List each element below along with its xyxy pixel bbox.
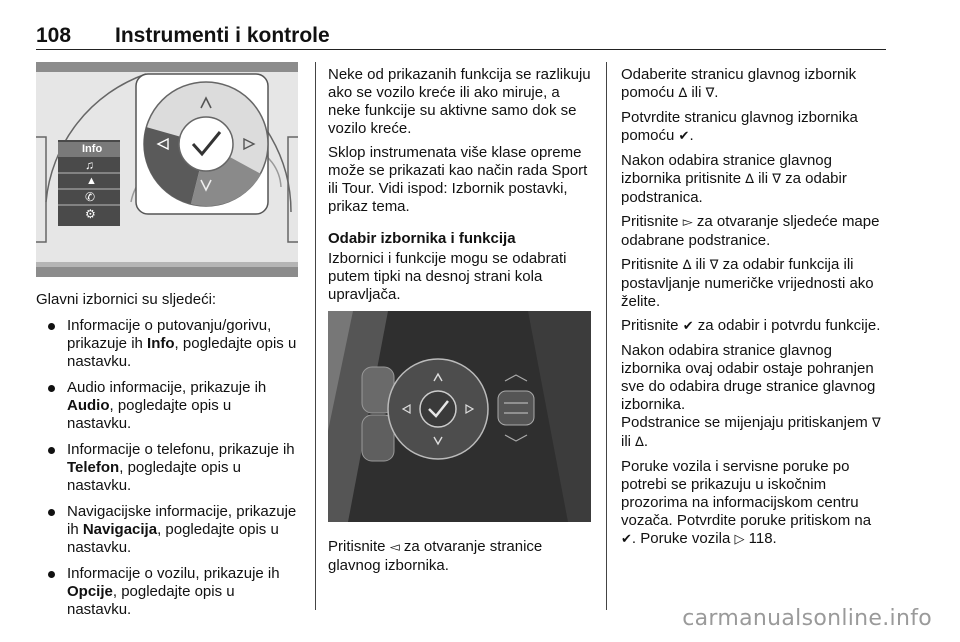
down-arrow-symbol: ∇: [871, 416, 881, 431]
up-arrow-symbol: ∆: [678, 86, 688, 101]
page-reference-icon: ▷: [734, 532, 745, 547]
column-divider-1: [315, 62, 316, 610]
list-item: Informacije o telefonu, prikazuje ih Telefon, pogledajte opis u nastavku.: [36, 441, 298, 495]
paragraph: Izbornici i funkcije mogu se odabrati putem tipki na desnoj strani kola upravljača.: [328, 250, 567, 303]
check-symbol: ✔: [682, 319, 694, 334]
paragraph: Pritisnite ◅ za otvaranje stranice glavnog izbornika.: [328, 538, 543, 574]
instrument-cluster-figure: [36, 62, 298, 277]
column-3: [621, 66, 889, 555]
paragraph: Potvrdite stranicu glavnog izbornika pomoću ✔.: [621, 109, 858, 144]
up-arrow-symbol: ∆: [635, 435, 644, 450]
column-2: [328, 66, 594, 310]
page-number: 108: [36, 24, 72, 47]
list-item: Informacije o putovanju/gorivu, prikazuje ih Info, pogledajte opis u nastavku.: [36, 317, 298, 371]
music-note-icon: ♫: [85, 158, 94, 172]
paragraph: Sklop instrumenata više klase opreme može se prikazati kao način rada Sport ili Tour. Vidi ispod: Izbornik postavki, prikaz tema.: [328, 144, 588, 215]
up-arrow-symbol: ∆: [682, 258, 692, 273]
down-arrow-symbol: ∇: [705, 86, 715, 101]
watermark: carmanualsonline.info: [682, 606, 932, 631]
paragraph: Pritisnite ✔ za odabir i potvrdu funkcije.: [621, 317, 881, 334]
steering-wheel-controls-figure: [328, 311, 591, 522]
list-item: Informacije o vozilu, prikazuje ih Opcije, pogledajte opis u nastavku.: [36, 565, 298, 619]
column-2-lower: [328, 538, 594, 581]
check-symbol: ✔: [678, 129, 690, 144]
paragraph: Nakon odabira stranice glavnog izbornika ovaj odabir ostaje pohranjen sve do odabira druge stranice glavnog izbornika.: [621, 342, 876, 413]
paragraph: Pritisnite ∆ ili ∇ za odabir funkcija ili postavljanje numeričke vrijednosti ako želite.: [621, 256, 874, 310]
column-1: [36, 291, 298, 627]
paragraph: Neke od prikazanih funkcija se razlikuju ako se vozilo kreće ili ako miruje, a neke funkcije su aktivne samo dok se vozilo kreće.: [328, 66, 591, 137]
back-arrow-symbol: ◅: [389, 540, 400, 555]
navigation-arrow-icon: ▲: [86, 175, 97, 187]
check-symbol: ✔: [621, 532, 632, 547]
down-arrow-symbol: ∇: [709, 258, 719, 273]
list-item: Audio informacije, prikazuje ih Audio, pogledajte opis u nastavku.: [36, 379, 298, 433]
list-item: Navigacijske informacije, prikazuje ih Navigacija, pogledajte opis u nastavku.: [36, 503, 298, 557]
page-header: [36, 18, 886, 50]
paragraph: Podstranice se mijenjaju pritiskanjem ∇ ili ∆.: [621, 414, 881, 450]
section-heading: Odabir izbornika i funkcija: [328, 230, 516, 247]
gear-icon: ⚙: [85, 207, 96, 221]
main-menus-intro: Glavni izbornici su sljedeći:: [36, 291, 217, 308]
paragraph: Poruke vozila i servisne poruke po potrebi se prikazuju u iskočnim prozorima na informacijskom centru vozača. Potvrdite poruke pritiskom na ✔. Poruke vozila ▷ 118.: [621, 458, 872, 547]
down-arrow-symbol: ∇: [772, 172, 781, 187]
page-title: Instrumenti i kontrole: [115, 24, 330, 47]
column-divider-2: [606, 62, 607, 610]
up-arrow-symbol: ∆: [745, 172, 754, 187]
instrument-cluster-illustration: [36, 62, 298, 277]
info-menu-label: Info: [82, 143, 103, 155]
main-menus-list: [36, 317, 298, 619]
steering-wheel-illustration: [328, 311, 591, 522]
phone-icon: ✆: [85, 190, 96, 204]
paragraph: Odaberite stranicu glavnog izbornik pomoću ∆ ili ∇.: [621, 66, 857, 101]
forward-arrow-symbol: ▻: [682, 215, 693, 230]
paragraph: Pritisnite ▻ za otvaranje sljedeće mape odabrane podstranice.: [621, 213, 880, 249]
paragraph: Nakon odabira stranice glavnog izbornika pritisnite ∆ ili ∇ za odabir podstranica.: [621, 152, 847, 206]
